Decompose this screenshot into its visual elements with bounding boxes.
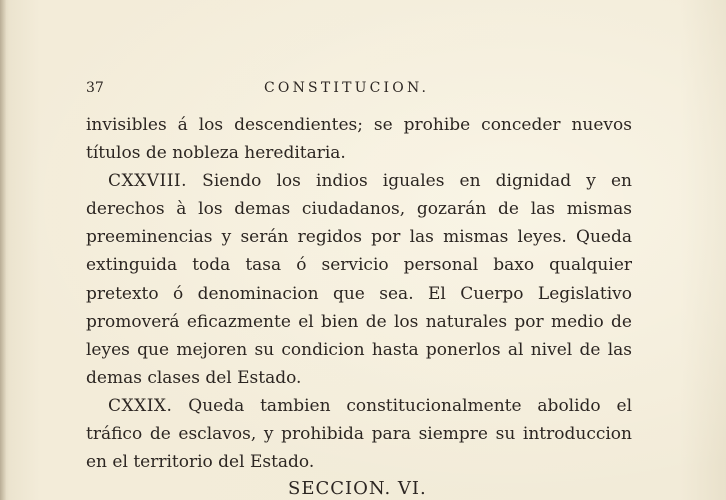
paragraph-text: Queda tambien constitucionalmente abolido el tráfico de esclavos, y prohibida para siempre su introduccion en el territorio del Estado. [86,395,633,473]
article-cxxix [86,392,632,476]
article-number: CXXIX. [108,395,173,416]
page-title: CONSTITUCION. [264,80,430,96]
running-head [86,80,646,104]
article-cxxviii [86,167,632,392]
paragraph-text: invisibles á los descendientes; se prohibe conceder nuevos títulos de nobleza hereditaria. [86,115,632,164]
article-number: CXXVIII. [108,171,188,192]
section-heading: SECCION. VI. [288,478,427,499]
paragraph-continuation [86,111,632,167]
paragraph-text: Siendo los indios iguales en dignidad y en derechos à los demas ciudadanos, gozarán de las mismas preeminencias y serán regidos por las mismas leyes. Queda extinguida toda tasa ó servicio personal baxo qualquier pretexto ó denominacion que sea. El Cuerpo Legislativo promoverá eficazmente el bien de los naturales por medio de leyes que mejoren su condicion hasta ponerlos al nivel de las demas clases del Estado. [86,171,632,388]
page-gutter-shadow [0,0,6,500]
page-number: 37 [86,80,104,96]
body-text [86,111,632,476]
